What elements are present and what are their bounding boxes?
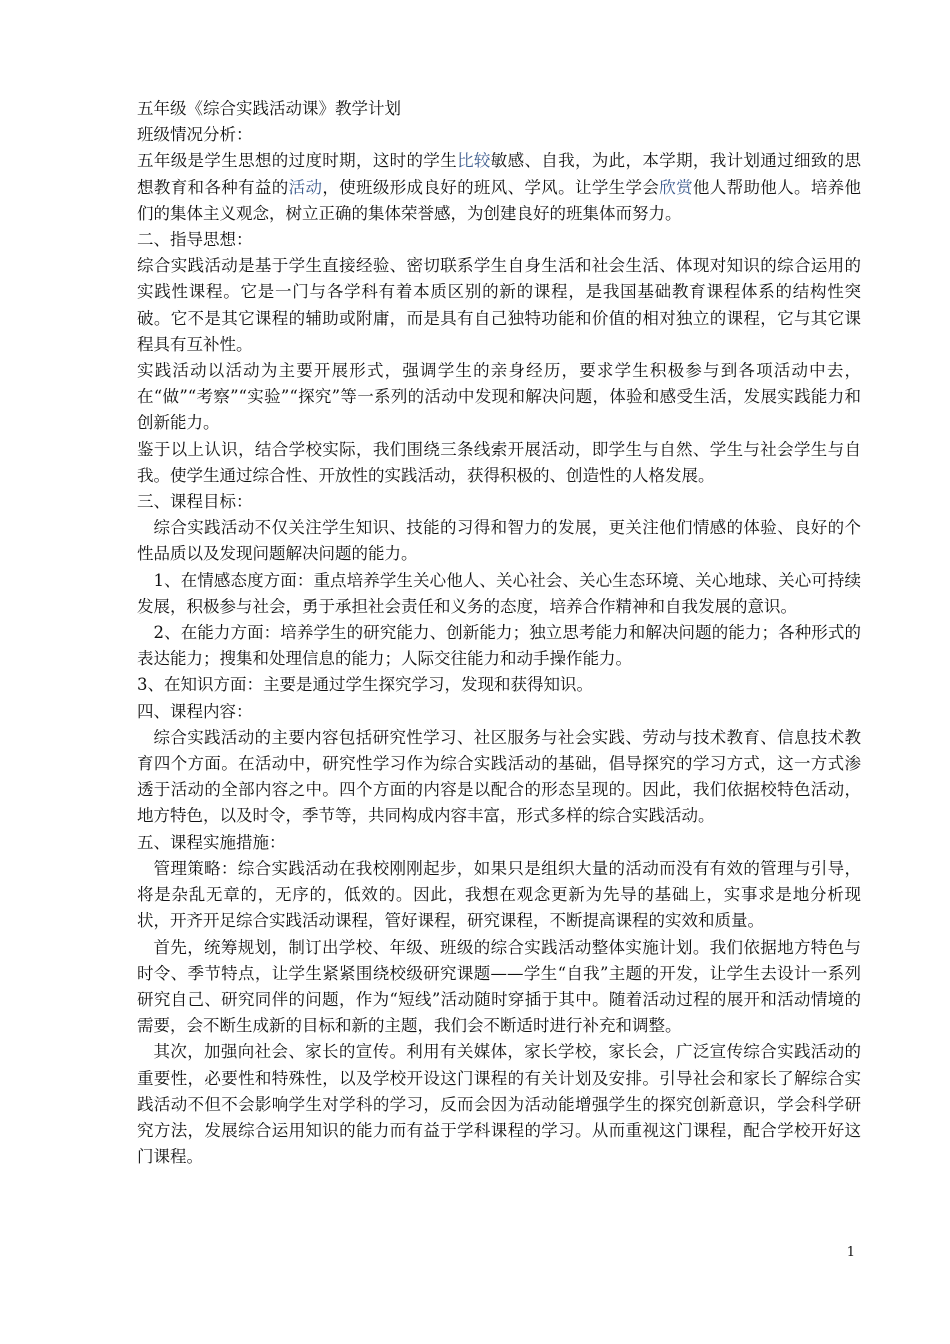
highlighted-word: 欣赏 (659, 177, 693, 197)
page-number: 1 (846, 1245, 855, 1260)
paragraph: 鉴于以上认识，结合学校实际，我们围绕三条线索开展活动，即学生与自然、学生与社会学生与自我。使学生通过综合性、开放性的实践活动，获得积极的、创造性的人格发展。 (137, 439, 861, 485)
section-heading-implementation: 五、课程实施措施： (137, 832, 286, 852)
paragraph: 管理策略：综合实践活动在我校刚刚起步，如果只是组织大量的活动而没有有效的管理与引导，将是杂乱无章的，无序的，低效的。因此，我想在观念更新为先导的基础上，实事求是地分析现状，开齐开足综合实践活动课程，管好课程，研究课程，不断提高课程的实效和质量。 (137, 858, 861, 931)
paragraph-class-analysis (137, 148, 861, 227)
paragraph: 2、在能力方面：培养学生的研究能力、创新能力；独立思考能力和解决问题的能力；各种形式的表达能力；搜集和处理信息的能力；人际交往能力和动手操作能力。 (137, 623, 861, 669)
section-heading-class-analysis: 班级情况分析： (137, 125, 253, 145)
paragraph: 综合实践活动的主要内容包括研究性学习、社区服务与社会实践、劳动与技术教育、信息技术教育四个方面。在活动中，研究性学习作为综合实践活动的基础，倡导探究的学习方式，这一方式渗透于活动的全部内容之中。四个方面的内容是以配合的形态呈现的。因此，我们依据校特色活动，地方特色，以及时令，季节等，共同构成内容丰富，形式多样的综合实践活动。 (137, 727, 861, 826)
section-heading-guiding-thought: 二、指导思想： (137, 230, 253, 250)
paragraph: 综合实践活动不仅关注学生知识、技能的习得和智力的发展，更关注他们情感的体验、良好的个性品质以及发现问题解决问题的能力。 (137, 518, 861, 564)
paragraph: 1、在情感态度方面：重点培养学生关心他人、关心社会、关心生态环境、关心地球、关心可持续发展，积极参与社会，勇于承担社会责任和义务的态度，培养合作精神和自我发展的意识。 (137, 570, 861, 616)
paragraph: 实践活动以活动为主要开展形式，强调学生的亲身经历，要求学生积极参与到各项活动中去，在“做”“考察”“实验”“探究”等一系列的活动中发现和解决问题，体验和感受生活，发展实践能力和创新能力。 (137, 361, 861, 433)
document-body (137, 96, 861, 1170)
text-run: 敏感、自我，为此，本学期，我计划通过细致的思想教育和各种有益的 (137, 151, 862, 197)
text-run: 他人帮助他人。培养他们的集体主义观念，树立正确的集体荣誉感，为创建良好的班集体而努力。 (137, 177, 862, 223)
section-heading-course-goals: 三、课程目标： (137, 492, 253, 512)
highlighted-word: 比较 (457, 151, 491, 171)
highlighted-word: 活动 (288, 177, 323, 197)
paragraph: 3、在知识方面：主要是通过学生探究学习，发现和获得知识。 (137, 675, 593, 695)
paragraph: 综合实践活动是基于学生直接经验、密切联系学生自身生活和社会生活、体现对知识的综合运用的实践性课程。它是一门与各学科有着本质区别的新的课程，是我国基础教育课程体系的结构性突破。它不是其它课程的辅助或附庸，而是具有自己独特功能和价值的相对独立的课程，它与其它课程具有互补性。 (137, 256, 861, 354)
paragraph: 其次，加强向社会、家长的宣传。利用有关媒体，家长学校，家长会，广泛宣传综合实践活动的重要性，必要性和特殊性，以及学校开设这门课程的有关计划及安排。引导社会和家长了解综合实践活动不但不会影响学生对学科的学习，反而会因为活动能增强学生的探究创新意识，学会科学研究方法，发展综合运用知识的能力而有益于学科课程的学习。从而重视这门课程，配合学校开好这门课程。 (137, 1042, 861, 1167)
text-run: ，使班级形成良好的班风、学风。让学生学会 (322, 177, 660, 197)
paragraph: 首先，统筹规划，制订出学校、年级、班级的综合实践活动整体实施计划。我们依据地方特色与时令、季节特点，让学生紧紧围绕校级研究课题——学生“自我”主题的开发，让学生去设计一系列研究自己、研究同伴的问题，作为“短线”活动随时穿插于其中。随着活动过程的展开和活动情境的需要，会不断生成新的目标和新的主题，我们会不断适时进行补充和调整。 (137, 937, 861, 1036)
document-title: 五年级《综合实践活动课》教学计划 (137, 99, 401, 118)
section-heading-course-content: 四、课程内容： (137, 701, 253, 721)
text-run: 五年级是学生思想的过度时期，这时的学生 (137, 151, 458, 171)
